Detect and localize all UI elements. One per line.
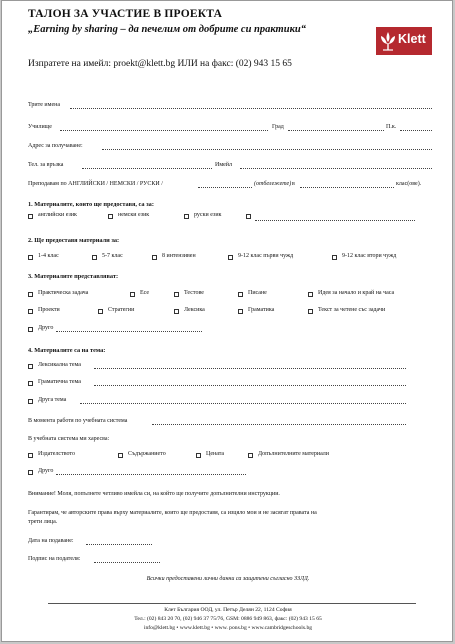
klett-flower-icon	[378, 30, 398, 52]
option-other-like: Друго	[38, 468, 54, 474]
option-grade-5-7: 5-7 клас	[102, 253, 123, 259]
teach-label: Преподавам по АНГЛИЙСКИ / НЕМСКИ / РУСКИ /	[28, 181, 163, 187]
current-system-field[interactable]	[152, 424, 406, 425]
school-label: Училище	[28, 124, 52, 130]
footer-phones: Тел.: (02) 843 20 70, (02) 946 37 75/76, GSM: 0886 949 863, факс: (02) 943 15 65	[134, 616, 322, 622]
checkbox-strategies[interactable]	[98, 309, 103, 314]
footer-address: Клет България ООД, ул. Петър Делян 22, 1124 София	[164, 607, 292, 613]
checkbox-grade-9-12-first[interactable]	[228, 255, 233, 260]
names-field[interactable]	[70, 108, 432, 109]
checkbox-german[interactable]	[108, 214, 113, 219]
grammar-topic-field[interactable]	[94, 385, 406, 386]
option-projects: Проекти	[38, 307, 60, 313]
checkbox-vocabulary[interactable]	[174, 309, 179, 314]
checkbox-russian[interactable]	[184, 214, 189, 219]
option-price: Цената	[206, 451, 225, 457]
section3-heading: 3. Материалите представляват:	[28, 273, 119, 280]
option-extra-materials: Допълнителните материали	[258, 451, 329, 457]
address-field[interactable]	[102, 149, 432, 150]
attention-note: Внимание! Моля, попълнете четливо имейла си, на който ще получите допълнителни инструкции.	[28, 491, 280, 497]
guarantee-note-line1: Гарантирам, че авторските права върху материалите, които ще предоставя, са изцяло мои и не засягат правата на	[28, 510, 317, 516]
checkbox-projects[interactable]	[28, 309, 33, 314]
address-label: Адрес за получаване:	[28, 143, 83, 149]
form-title: ТАЛОН ЗА УЧАСТИЕ В ПРОЕКТА	[28, 8, 223, 20]
logo-text: Klett	[398, 32, 426, 46]
footer-divider	[48, 603, 416, 604]
send-instructions: Изпратете на имейл: proekt@klett.bg ИЛИ на факс: (02) 943 15 65	[28, 59, 292, 69]
other-topic-field[interactable]	[80, 403, 406, 404]
option-russian: руски език	[194, 212, 222, 218]
checkbox-other-topic[interactable]	[28, 399, 33, 404]
checkbox-grade-1-4[interactable]	[28, 255, 33, 260]
email-field[interactable]	[240, 168, 432, 169]
checkbox-essay[interactable]	[130, 292, 135, 297]
option-vocab-topic: Лексикална тема	[38, 362, 81, 368]
option-english: английски език	[38, 212, 77, 218]
option-grammar: Граматика	[248, 307, 275, 313]
option-grade-8: 8 интензивен	[162, 253, 196, 259]
checkbox-extra-materials[interactable]	[248, 453, 253, 458]
privacy-note: Всички предоставени лични данни са защитени съгласно ЗЗЛД.	[146, 576, 310, 582]
section4-heading: 4. Материалите са на тема:	[28, 347, 106, 354]
postcode-label: П.к.	[386, 124, 397, 130]
teach-grade-field[interactable]	[300, 187, 394, 188]
email-label: Имейл	[215, 162, 232, 168]
checkbox-other-like[interactable]	[28, 470, 33, 475]
other-like-field[interactable]	[56, 474, 246, 475]
option-grade-1-4: 1-4 клас	[38, 253, 59, 259]
city-label: Град	[272, 124, 284, 130]
phone-field[interactable]	[82, 168, 212, 169]
teach-in-label: в	[292, 181, 295, 187]
city-field[interactable]	[288, 130, 384, 131]
names-label: Трите имена	[28, 102, 60, 108]
checkbox-lesson-idea[interactable]	[308, 292, 313, 297]
project-subtitle: „Earning by sharing – да печелим от добрите си практики“	[28, 24, 306, 35]
option-reading-text: Текст за четене със задачи	[318, 307, 386, 313]
checkbox-grade-5-7[interactable]	[92, 255, 97, 260]
option-writing: Писане	[248, 290, 267, 296]
section2-heading: 2. Ще предоставя материали за:	[28, 237, 120, 244]
phone-label: Тел. за връзка	[28, 162, 64, 168]
school-field[interactable]	[60, 130, 268, 131]
checkbox-price[interactable]	[196, 453, 201, 458]
option-lesson-idea: Идея за начало и край на часа	[318, 290, 395, 296]
checkbox-grade-9-12-second[interactable]	[332, 255, 337, 260]
option-other-type: Друго	[38, 325, 54, 331]
checkbox-publisher[interactable]	[28, 453, 33, 458]
checkbox-content[interactable]	[118, 453, 123, 458]
option-grammar-topic: Граматична тема	[38, 379, 81, 385]
checkbox-other-type[interactable]	[28, 327, 33, 332]
checkbox-tests[interactable]	[174, 292, 179, 297]
option-content: Съдържанието	[128, 451, 166, 457]
checkbox-writing[interactable]	[238, 292, 243, 297]
checkbox-vocab-topic[interactable]	[28, 364, 33, 369]
signature-field[interactable]	[94, 562, 160, 563]
option-grade-9-12-second: 9-12 клас втори чужд	[342, 253, 397, 259]
checkbox-english[interactable]	[28, 214, 33, 219]
klett-logo	[376, 27, 432, 55]
likes-label: В учебната система ми харесва:	[28, 436, 110, 442]
form-page	[1, 0, 453, 642]
checkbox-reading-text[interactable]	[308, 309, 313, 314]
checkbox-grammar[interactable]	[238, 309, 243, 314]
teach-language-field[interactable]	[198, 187, 252, 188]
teach-mark-note: (отбележете)	[254, 181, 292, 187]
footer-links: info@klett.bg • www.klett.bg • www. pons.bg • www.cambridgeschools.bg	[143, 625, 313, 631]
checkbox-grammar-topic[interactable]	[28, 381, 33, 386]
vocab-topic-field[interactable]	[94, 368, 406, 369]
date-field[interactable]	[86, 544, 152, 545]
checkbox-practical-task[interactable]	[28, 292, 33, 297]
section1-heading: 1. Материалите, които ще предоставя, са за:	[28, 201, 154, 208]
option-publisher: Издателството	[38, 451, 75, 457]
option-essay: Есе	[140, 290, 150, 296]
option-grade-9-12-first: 9-12 клас първи чужд	[238, 253, 294, 259]
checkbox-grade-8[interactable]	[152, 255, 157, 260]
postcode-field[interactable]	[400, 130, 432, 131]
option-practical-task: Практическа задача	[38, 290, 89, 296]
other-language-field[interactable]	[255, 220, 415, 221]
checkbox-other-language[interactable]	[246, 214, 251, 219]
teach-grade-label: клас(ове).	[396, 181, 422, 187]
option-other-topic: Друга тема	[38, 397, 67, 403]
other-type-field[interactable]	[56, 331, 202, 332]
date-label: Дата на подаване:	[28, 538, 74, 544]
current-system-label: В момента работя по учебната система	[28, 418, 128, 424]
option-german: немски език	[118, 212, 150, 218]
signature-label: Подпис на подателя:	[28, 556, 81, 562]
option-strategies: Стратегии	[108, 307, 135, 313]
guarantee-note-line2: трети лица.	[28, 519, 58, 525]
option-tests: Тестове	[184, 290, 204, 296]
option-vocabulary: Лексика	[184, 307, 205, 313]
